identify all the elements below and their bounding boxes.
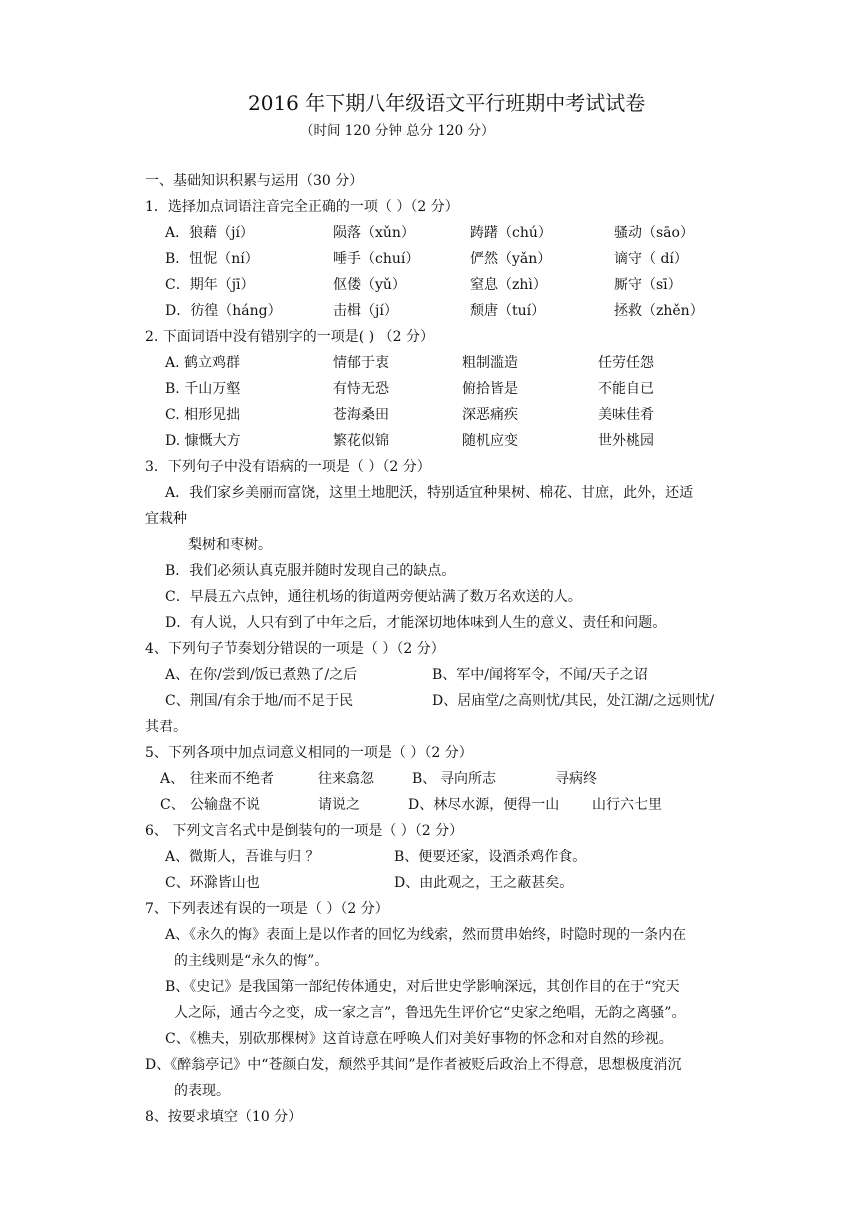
q2-c-4: 美味佳肴 xyxy=(598,407,654,423)
q5-b-label: B、 xyxy=(412,771,437,787)
q7-option-c: C、《樵夫，别砍那棵树》这首诗意在呼唤人们对美好事物的怀念和对自然的珍视。 xyxy=(165,1031,673,1047)
q1-a-1: A．狼藉（jí） xyxy=(165,225,254,241)
q3-option-a: A．我们家乡美丽而富饶，这里土地肥沃，特别适宜种果树、棉花、甘庶，此外，还适 xyxy=(165,485,694,501)
q7-option-b: B、《史记》是我国第一部纪传体通史，对后世史学影响深远，其创作目的在于“究天 xyxy=(165,979,680,995)
q2-c-1: C. 相形见拙 xyxy=(165,407,241,423)
q4-option-d: D、居庙堂/之高则忧/其民，处江湖/之远则忧/ xyxy=(432,693,715,709)
q4-option-d-cont: 其君。 xyxy=(145,719,187,735)
q1-b-3: 俨然（yǎn） xyxy=(470,251,552,267)
q1-a-3: 踌躇（chú） xyxy=(470,225,552,241)
q1-d-3: 颓唐（tuí） xyxy=(470,303,546,319)
q7-option-b-cont: 人之际，通古今之变，成一家之言”，鲁迅先生评价它“史家之绝唱，无韵之离骚”。 xyxy=(174,1005,686,1021)
q5-d: D、林尽水源，便得一山 xyxy=(408,797,560,813)
q3-option-a-cont: 宜栽种 xyxy=(145,511,187,527)
q5-b-1: 寻向所志 xyxy=(440,771,496,787)
q1-b-4: 谪守（ dí） xyxy=(614,251,688,267)
q3-stem: 3．下列句子中没有语病的一项是（ ）（2 分） xyxy=(145,459,431,475)
q6-option-c: C、环滁皆山也 xyxy=(165,875,260,891)
q4-option-c: C、荆国/有余于地/而不足于民 xyxy=(165,693,354,709)
q6-option-a: A、微斯人，吾谁与归 ？ xyxy=(165,849,320,865)
q1-c-1: C．期年（jī） xyxy=(165,277,255,293)
q2-d-1: D. 慷慨大方 xyxy=(165,433,241,449)
q2-a-2: 情郁于衷 xyxy=(333,355,389,371)
q6-stem: 6、 下列文言名式中是倒装句的一项是（ ）（2 分） xyxy=(145,823,464,839)
q1-d-2: 击楫（jí） xyxy=(333,303,398,319)
page-subtitle: （时间 120 分钟 总分 120 分） xyxy=(300,123,495,139)
q5-b-2: 寻病终 xyxy=(555,771,597,787)
q2-d-2: 繁花似锦 xyxy=(333,433,389,449)
q2-d-4: 世外桃园 xyxy=(598,433,654,449)
q1-d-4: 拯救（zhěn） xyxy=(614,303,704,319)
section-heading: 一、基础知识积累与运用（30 分） xyxy=(145,173,364,189)
q5-c-1: 公输盘不说 xyxy=(190,797,260,813)
q2-b-2: 有恃无恐 xyxy=(333,381,389,397)
q6-option-b: B、便要还家，设酒杀鸡作食。 xyxy=(394,849,587,865)
q1-c-2: 伛偻（yǔ） xyxy=(333,277,406,293)
q2-stem: 2. 下面词语中没有错别字的一项是( ) （2 分） xyxy=(145,329,434,345)
q4-option-b: B、军中/闻将军令，不闻/天子之诏 xyxy=(432,667,648,683)
q2-d-3: 随机应变 xyxy=(462,433,518,449)
q5-stem: 5、下列各项中加点词意义相同的一项是（ ）（2 分） xyxy=(145,745,473,761)
q7-option-a: A、《永久的悔》表面上是以作者的回忆为线索，然而贯串始终，时隐时现的一条内在 xyxy=(165,927,687,943)
q2-c-2: 苍海桑田 xyxy=(333,407,389,423)
q5-a-2: 往来翕忽 xyxy=(318,771,374,787)
q3-option-c: C．早晨五六点钟，通往机场的街道两旁便站满了数万名欢送的人。 xyxy=(165,589,582,605)
page-title: 2016 年下期八年级语文平行班期中考试试卷 xyxy=(248,91,646,115)
q5-c-label: C、 xyxy=(160,797,185,813)
q2-b-4: 不能自已 xyxy=(598,381,654,397)
q2-a-3: 粗制滥造 xyxy=(462,355,518,371)
q2-a-4: 任劳任怨 xyxy=(598,355,654,371)
q3-option-a-cont2: 梨树和枣树。 xyxy=(188,537,272,553)
q5-d-2: 山行六七里 xyxy=(592,797,662,813)
q5-c-2: 请说之 xyxy=(318,797,360,813)
q2-b-3: 俯拾皆是 xyxy=(462,381,518,397)
q7-option-a-cont: 的主线则是“永久的悔”。 xyxy=(174,953,329,969)
q5-a-1: 往来而不绝者 xyxy=(190,771,274,787)
q7-stem: 7、下列表述有误的一项是（ ）（2 分） xyxy=(145,901,389,917)
q1-stem: 1．选择加点词语注音完全正确的一项（ ）（2 分） xyxy=(145,199,459,215)
q6-option-d: D、由此观之，王之蔽甚矣。 xyxy=(394,875,574,891)
q3-option-b: B．我们必须认真克服并随时发现自己的缺点。 xyxy=(165,563,456,579)
q1-d-1: D．彷徨（háng） xyxy=(165,303,282,319)
q1-a-4: 骚动（sāo） xyxy=(614,225,694,241)
q1-b-1: B．忸怩（ní） xyxy=(165,251,259,267)
q7-option-d-cont: 的表现。 xyxy=(174,1083,230,1099)
q8-stem: 8、按要求填空（10 分） xyxy=(145,1109,303,1125)
q2-a-1: A. 鹤立鸡群 xyxy=(165,355,241,371)
q5-a-label: A、 xyxy=(160,771,185,787)
q1-a-2: 陨落（xǔn） xyxy=(333,225,415,241)
q1-b-2: 唾手（chuí） xyxy=(333,251,420,267)
q2-c-3: 深恶痛疾 xyxy=(462,407,518,423)
q1-c-3: 窒息（zhì） xyxy=(470,277,547,293)
q4-option-a: A、在你/尝到/饭已煮熟了/之后 xyxy=(165,667,358,683)
q3-option-d: D．有人说，人只有到了中年之后，才能深切地体味到人生的意义、责任和问题。 xyxy=(165,615,667,631)
q7-option-d: D、《醉翁亭记》中“苍颜白发，颓然乎其间”是作者被贬后政治上不得意，思想极度消沉 xyxy=(145,1057,682,1073)
q1-c-4: 厮守（sī） xyxy=(614,277,682,293)
q4-stem: 4、下列句子节奏划分错误的一项是（ ）（2 分） xyxy=(145,641,445,657)
q2-b-1: B. 千山万壑 xyxy=(165,381,241,397)
